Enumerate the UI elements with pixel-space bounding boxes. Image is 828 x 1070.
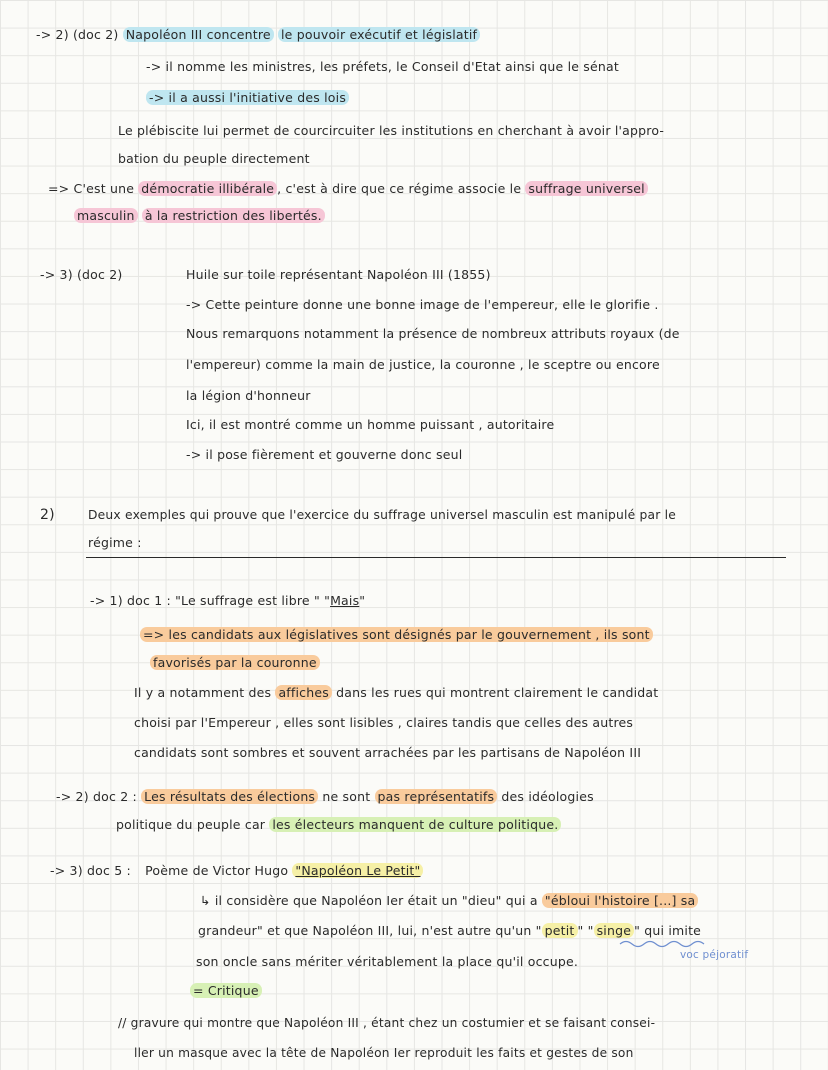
s2-line3: Nous remarquons notamment la présence de nombreux attributs royaux (de: [186, 326, 680, 341]
s3-example1-line4-a: Il y a notamment des: [134, 685, 272, 700]
s2-line6: Ici, il est montré comme un homme puissant , autoritaire: [186, 417, 555, 432]
s2-line2: -> Cette peinture donne une bonne image de l'empereur, elle le glorifie .: [186, 297, 659, 312]
s1-line2: -> il nomme les ministres, les préfets, le Conseil d'Etat ainsi que le sénat: [146, 59, 619, 74]
s3-example3-line4: son oncle sans mériter véritablement la place qu'il occupe.: [196, 954, 579, 969]
s3-example3-line3-c: " ": [577, 923, 594, 938]
s1-line1-highlight-b: le pouvoir exécutif et législatif: [278, 27, 480, 42]
s1-line1-highlight-a: Napoléon III concentre: [123, 27, 274, 42]
s3-example1-line4-highlight: affiches: [275, 685, 332, 700]
s3-example1-line3-highlight: favorisés par la couronne: [150, 655, 320, 670]
s1-line6: [48, 180, 648, 198]
s3-example3-petit-highlight: petit: [542, 923, 578, 938]
s3-example3-line3: [198, 922, 701, 940]
s3-example1-line2: [140, 626, 653, 644]
s3-example1-line2-highlight: => les candidats aux législatives sont désignés par le gouvernement , ils sont: [140, 627, 653, 642]
s3-example3-line2-a: ↳ il considère que Napoléon Ier était un "dieu" qui a: [200, 893, 538, 908]
s1-line6-c: , c'est à dire que ce régime associe le: [277, 181, 522, 196]
s3-example2-d: des idéologies: [501, 789, 594, 804]
s3-example2-line2-a: politique du peuple car: [116, 817, 266, 832]
s3-example2-line2-highlight: les électeurs manquent de culture politique.: [269, 817, 561, 832]
s3-example1-mais: Mais: [330, 593, 360, 608]
s3-example1-line4: [134, 684, 658, 702]
s3-example2-highlight-pas: pas représentatifs: [375, 789, 498, 804]
s1-line7: [74, 207, 325, 225]
s3-example3-voc-note: voc péjoratif: [680, 949, 749, 961]
s3-example1-line3: [150, 654, 320, 672]
s1-line6-a: => C'est une: [48, 181, 135, 196]
s3-example3-line5: [190, 982, 262, 1000]
s1-line6-highlight-suffrage: suffrage universel: [525, 181, 647, 196]
s2-arrow: -> 3) (doc 2): [40, 267, 123, 282]
s3-example4-line1: // gravure qui montre que Napoléon III , étant chez un costumier et se faisant consei-: [118, 1016, 656, 1030]
s3-example3-line2-highlight: "ébloui l'histoire [...] sa: [542, 893, 698, 908]
s3-example3-singe-highlight: singe: [594, 923, 635, 938]
s1-line1: [36, 26, 480, 44]
s3-example3-line3-a: grandeur" et que Napoléon III, lui, n'est autre qu'un ": [198, 923, 542, 938]
s1-line1-arrow: -> 2) (doc 2): [36, 27, 119, 42]
s3-example4-line2: ller un masque avec la tête de Napoléon Ier reproduit les faits et gestes de son: [134, 1046, 634, 1060]
s2-line4: l'empereur) comme la main de justice, la couronne , le sceptre ou encore: [186, 357, 660, 372]
s3-example1-head-text: -> 1) doc 1 : "Le suffrage est libre " ": [90, 593, 331, 608]
s3-number: 2): [40, 507, 55, 523]
s2-line7: -> il pose fièrement et gouverne donc seul: [186, 447, 463, 462]
s2-line1: Huile sur toile représentant Napoléon III (1855): [186, 267, 491, 282]
s3-example3-line1: [50, 862, 423, 880]
s3-example2-line2: [116, 816, 561, 834]
s3-title-line2: régime :: [88, 535, 142, 550]
s1-line3: [146, 89, 349, 107]
section-divider: [86, 557, 786, 558]
s1-line5: bation du peuple directement: [118, 151, 310, 166]
s1-line7-highlight-masculin: masculin: [74, 208, 138, 223]
s3-example3-a: Poème de Victor Hugo: [145, 863, 289, 878]
s3-example1-line4-c: dans les rues qui montrent clairement le candidat: [336, 685, 659, 700]
s3-example3-title-highlight: "Napoléon Le Petit": [292, 863, 423, 878]
s3-example1-line5: choisi par l'Empereur , elles sont lisibles , claires tandis que celles des autres: [134, 715, 634, 730]
s3-example3-line3-e: " qui imite: [634, 923, 702, 938]
s3-title-line1: Deux exemples qui prouve que l'exercice du suffrage universel masculin est manipulé par le: [88, 508, 677, 522]
s3-example1-line6: candidats sont sombres et souvent arrachées par les partisans de Napoléon III: [134, 745, 642, 760]
s3-example3-head: -> 3) doc 5 :: [50, 863, 131, 878]
s3-example3-line2: [200, 892, 698, 910]
s3-example3-critique-highlight: = Critique: [190, 983, 262, 998]
s3-example2-highlight-resultats: Les résultats des élections: [141, 789, 318, 804]
s3-example2-line1: [56, 788, 594, 806]
s2-line5: la légion d'honneur: [186, 388, 311, 403]
s1-line7-highlight-restriction: à la restriction des libertés.: [142, 208, 325, 223]
s3-example1-head: [90, 592, 365, 610]
s1-line3-highlight: -> il a aussi l'initiative des lois: [146, 90, 349, 105]
s3-example1-quote-end: ": [359, 593, 366, 608]
s3-example2-b: ne sont: [322, 789, 371, 804]
s1-line4: Le plébiscite lui permet de courcircuiter les institutions en cherchant à avoir l'appro-: [118, 123, 665, 138]
s3-example2-head: -> 2) doc 2 :: [56, 789, 137, 804]
s1-line6-highlight-democratie: démocratie illibérale: [138, 181, 277, 196]
